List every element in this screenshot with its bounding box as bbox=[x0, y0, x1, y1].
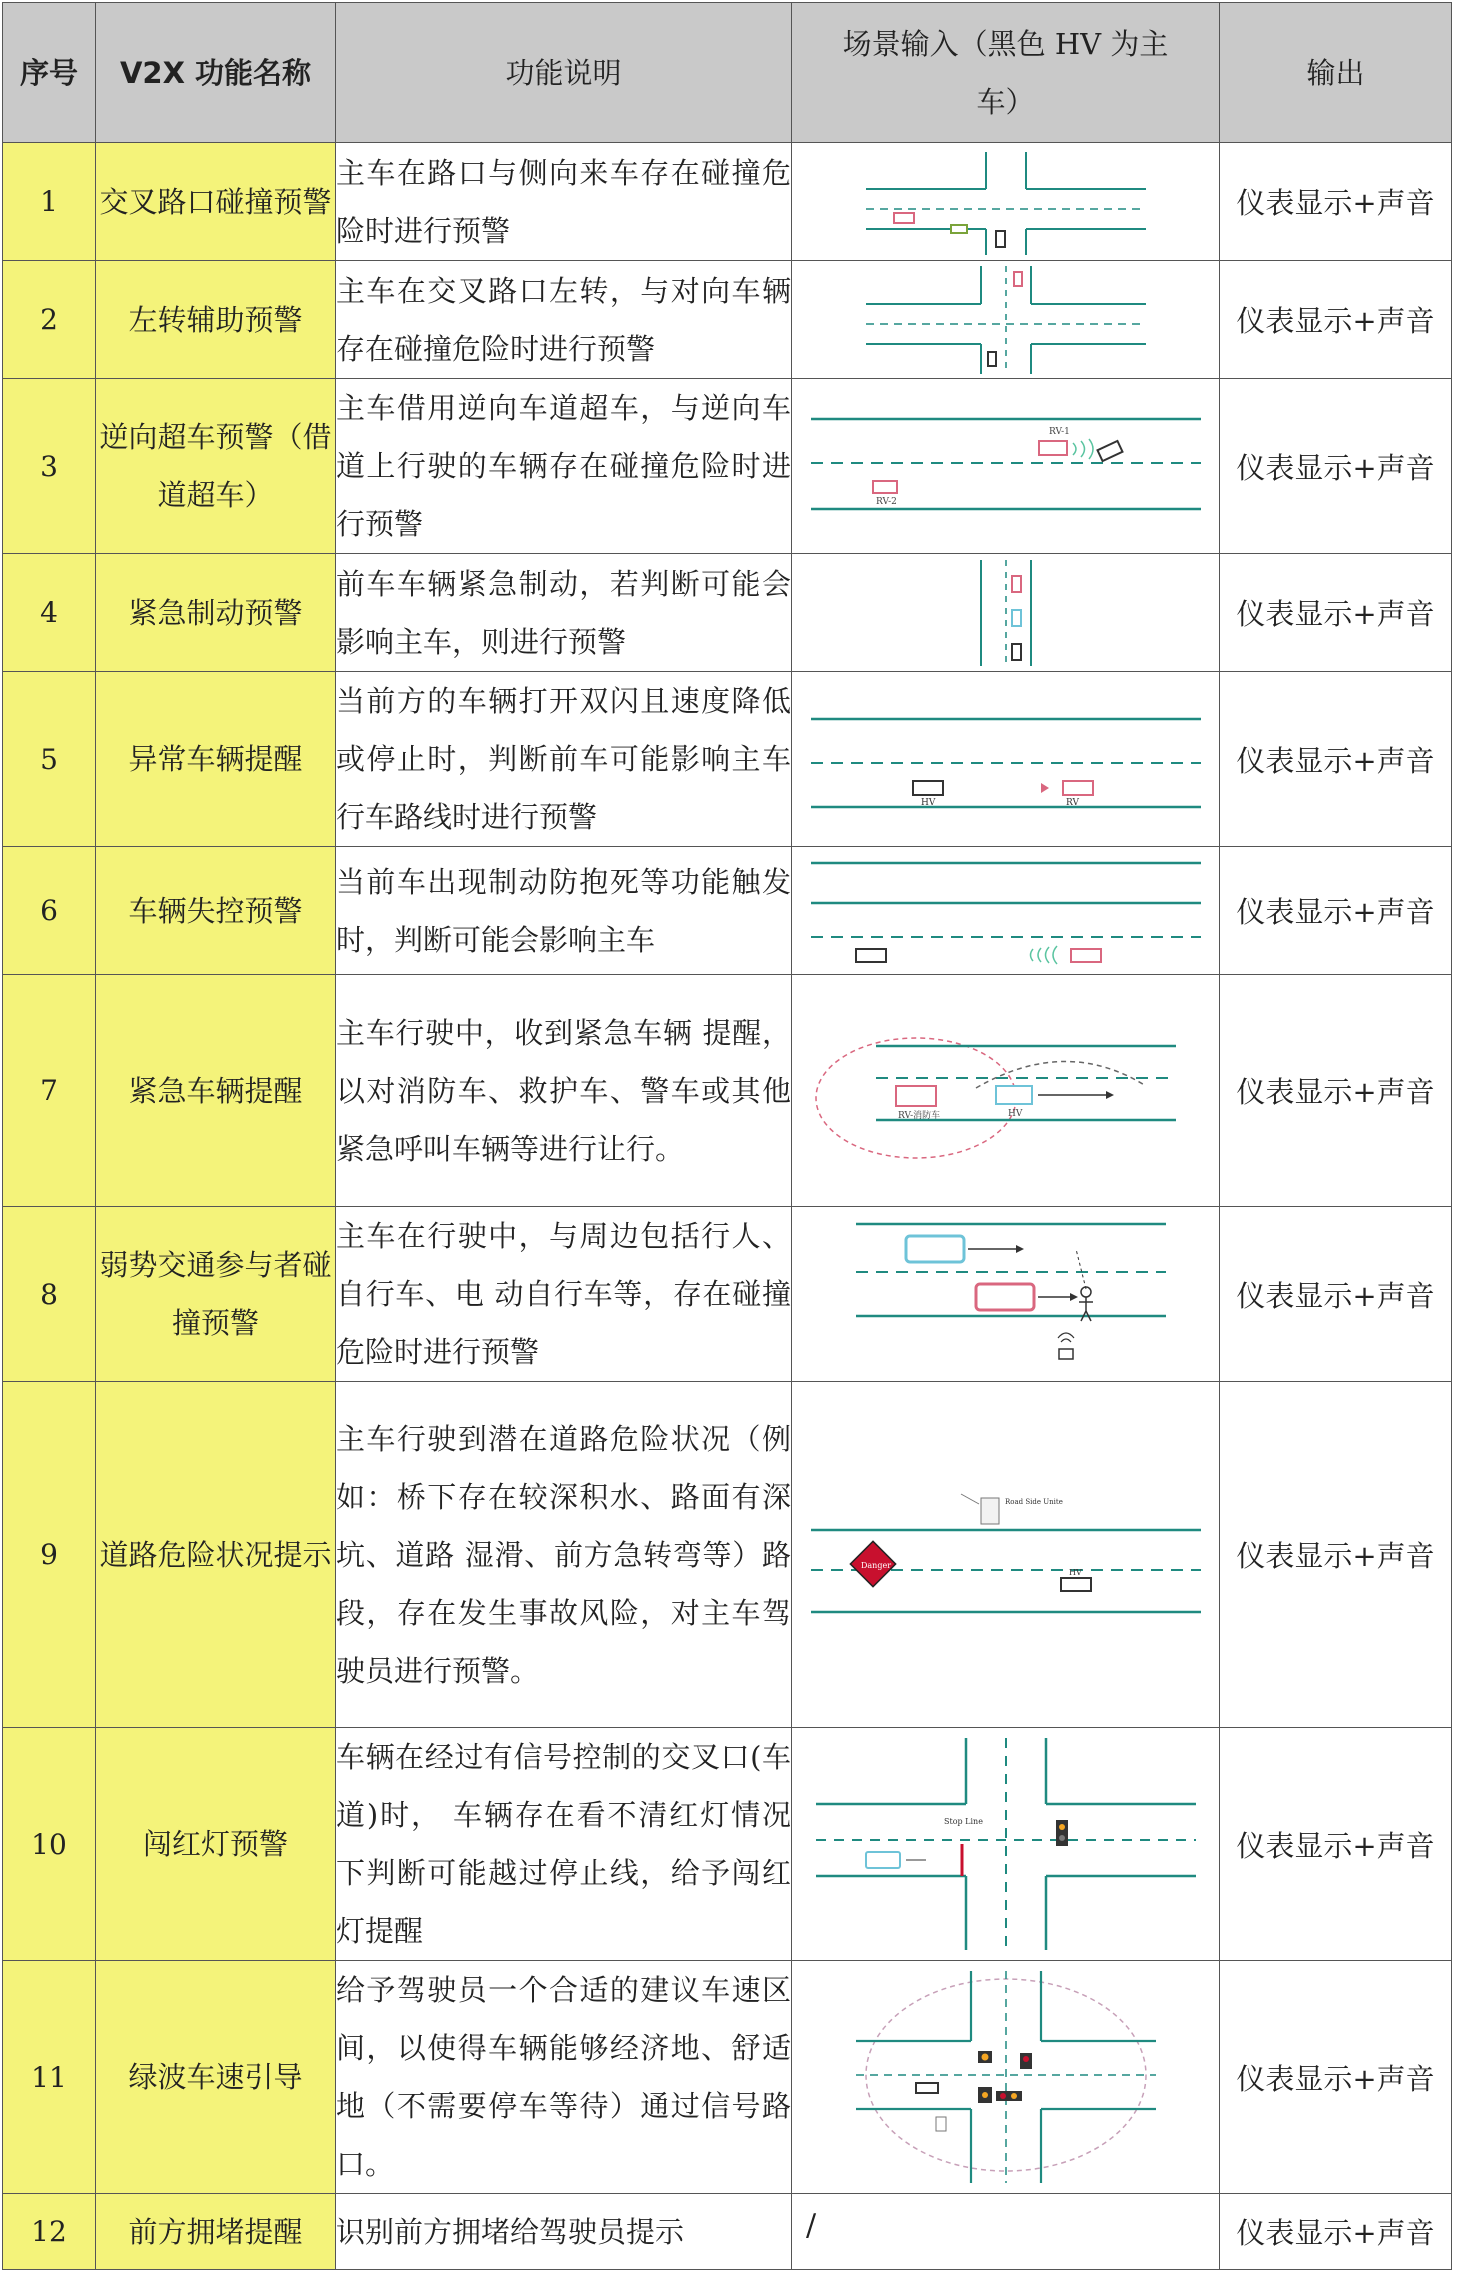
row-desc: 识别前方拥堵给驾驶员提示 bbox=[336, 2194, 792, 2270]
row-name: 异常车辆提醒 bbox=[96, 672, 336, 847]
vehicle-label: HV bbox=[1068, 1567, 1082, 1577]
vehicle-label: HV bbox=[1007, 1108, 1022, 1119]
row-output: 仪表显示+声音 bbox=[1220, 847, 1452, 975]
vehicle-label: RV-1 bbox=[1048, 427, 1070, 437]
row-output: 仪表显示+声音 bbox=[1220, 1728, 1452, 1961]
table-row bbox=[3, 1207, 1452, 1382]
row-no: 10 bbox=[3, 1728, 96, 1961]
scene-cell bbox=[792, 1961, 1220, 2194]
row-output: 仪表显示+声音 bbox=[1220, 143, 1452, 261]
table-row bbox=[3, 1382, 1452, 1728]
row-name: 紧急车辆提醒 bbox=[96, 975, 336, 1207]
traffic-light-icon bbox=[996, 2091, 1022, 2101]
hv-car-icon bbox=[988, 352, 996, 366]
hv-car-icon bbox=[913, 781, 943, 795]
scene-diagram-green-wave bbox=[846, 1967, 1166, 2187]
scene-cell bbox=[792, 847, 1220, 975]
row-desc: 车辆在经过有信号控制的交叉口(车道)时， 车辆存在看不清红灯情况下判断可能越过停止线，给予闯红灯提醒 bbox=[336, 1728, 792, 1961]
car-icon bbox=[873, 481, 897, 493]
roadside-unit-icon bbox=[1059, 1349, 1073, 1359]
scene-cell bbox=[792, 672, 1220, 847]
row-output: 仪表显示+声音 bbox=[1220, 1382, 1452, 1728]
row-no: 12 bbox=[3, 2194, 96, 2270]
vehicle-label: RV-2 bbox=[875, 497, 897, 507]
header-no: 序号 bbox=[3, 3, 96, 143]
scene-diagram-left-turn bbox=[856, 264, 1156, 376]
scene-cell bbox=[792, 261, 1220, 379]
row-no: 7 bbox=[3, 975, 96, 1207]
row-name: 交叉路口碰撞预警 bbox=[96, 143, 336, 261]
row-no: 8 bbox=[3, 1207, 96, 1382]
row-output: 仪表显示+声音 bbox=[1220, 2194, 1452, 2270]
scene-cell bbox=[792, 975, 1220, 1207]
scene-cell: / bbox=[792, 2194, 1220, 2270]
row-name: 逆向超车预警（借道超车） bbox=[96, 379, 336, 554]
hv-car-icon bbox=[916, 2083, 938, 2093]
hv-car-icon bbox=[996, 231, 1005, 247]
row-name: 前方拥堵提醒 bbox=[96, 2194, 336, 2270]
vehicle-label: RV-消防车 bbox=[897, 1110, 940, 1121]
row-output: 仪表显示+声音 bbox=[1220, 1961, 1452, 2194]
scene-diagram-loss-of-control bbox=[801, 851, 1211, 971]
row-output: 仪表显示+声音 bbox=[1220, 261, 1452, 379]
row-desc: 主车在路口与侧向来车存在碰撞危险时进行预警 bbox=[336, 143, 792, 261]
scene-diagram-emergency-vehicle bbox=[806, 1016, 1206, 1166]
header-scene: 场景输入（黑色 HV 为主车） bbox=[792, 3, 1220, 143]
header-name: V2X 功能名称 bbox=[96, 3, 336, 143]
hv-car-icon bbox=[1012, 644, 1021, 660]
car-icon bbox=[951, 225, 967, 233]
table-row bbox=[3, 847, 1452, 975]
header-row bbox=[3, 3, 1452, 143]
hazard-arrow-icon bbox=[1041, 783, 1049, 793]
danger-label: Danger bbox=[860, 1560, 891, 1570]
hv-car-icon bbox=[1061, 1578, 1091, 1591]
table-row bbox=[3, 554, 1452, 672]
scene-diagram-abnormal-vehicle bbox=[801, 699, 1211, 819]
table-row bbox=[3, 1728, 1452, 1961]
table-row bbox=[3, 672, 1452, 847]
scene-cell bbox=[792, 1382, 1220, 1728]
rsu-label: Road Side Unite bbox=[1004, 1497, 1063, 1506]
row-output: 仪表显示+声音 bbox=[1220, 672, 1452, 847]
table-row bbox=[3, 1961, 1452, 2194]
row-no: 5 bbox=[3, 672, 96, 847]
row-name: 车辆失控预警 bbox=[96, 847, 336, 975]
row-output: 仪表显示+声音 bbox=[1220, 1207, 1452, 1382]
scene-diagram-red-light bbox=[806, 1734, 1206, 1954]
row-desc: 当前方的车辆打开双闪且速度降低或停止时，判断前车可能影响主车行车路线时进行预警 bbox=[336, 672, 792, 847]
row-name: 左转辅助预警 bbox=[96, 261, 336, 379]
row-desc: 主车行驶中，收到紧急车辆 提醒，以对消防车、救护车、警车或其他紧急呼叫车辆等进行让行。 bbox=[336, 975, 792, 1207]
car-icon bbox=[906, 1236, 964, 1262]
scene-cell bbox=[792, 1207, 1220, 1382]
stop-line-label: Stop Line bbox=[943, 1817, 983, 1826]
row-output: 仪表显示+声音 bbox=[1220, 379, 1452, 554]
car-icon bbox=[894, 213, 914, 223]
row-no: 4 bbox=[3, 554, 96, 672]
table-row bbox=[3, 143, 1452, 261]
row-name: 紧急制动预警 bbox=[96, 554, 336, 672]
header-output: 输出 bbox=[1220, 3, 1452, 143]
car-icon bbox=[1039, 441, 1067, 455]
hv-car-icon bbox=[996, 1086, 1032, 1104]
row-desc: 主车在行驶中，与周边包括行人、自行车、电 动自行车等，存在碰撞危险时进行预警 bbox=[336, 1207, 792, 1382]
car-icon bbox=[1071, 949, 1101, 962]
row-desc: 主车行驶到潜在道路危险状况（例如：桥下存在较深积水、路面有深坑、道路 湿滑、前方急转弯等）路段，存在发生事故风险，对主车驾驶员进行预警。 bbox=[336, 1382, 792, 1728]
row-name: 道路危险状况提示 bbox=[96, 1382, 336, 1728]
hv-car-icon bbox=[976, 1284, 1034, 1310]
vehicle-label: RV bbox=[1065, 798, 1079, 808]
hv-car-icon bbox=[1097, 441, 1122, 461]
header-desc: 功能说明 bbox=[336, 3, 792, 143]
scene-diagram-overtake bbox=[801, 401, 1211, 531]
scene-diagram-intersection bbox=[856, 147, 1156, 257]
scene-cell bbox=[792, 554, 1220, 672]
hv-car-icon bbox=[856, 949, 886, 962]
table-row bbox=[3, 975, 1452, 1207]
row-desc: 当前车出现制动防抱死等功能触发时，判断可能会影响主车 bbox=[336, 847, 792, 975]
scene-diagram-vulnerable-road-user bbox=[836, 1214, 1176, 1374]
signal-wave-icon bbox=[1073, 439, 1093, 459]
row-no: 9 bbox=[3, 1382, 96, 1728]
row-output: 仪表显示+声音 bbox=[1220, 554, 1452, 672]
scene-cell bbox=[792, 143, 1220, 261]
row-output: 仪表显示+声音 bbox=[1220, 975, 1452, 1207]
row-no: 1 bbox=[3, 143, 96, 261]
fire-truck-icon bbox=[896, 1086, 936, 1106]
row-desc: 给予驾驶员一个合适的建议车速区间，以使得车辆能够经济地、舒适地（不需要停车等待）通过信号路口。 bbox=[336, 1961, 792, 2194]
roadside-unit-icon bbox=[981, 1498, 999, 1524]
table-row bbox=[3, 261, 1452, 379]
row-name: 弱势交通参与者碰撞预警 bbox=[96, 1207, 336, 1382]
v2x-function-table bbox=[2, 2, 1452, 2270]
hv-car-icon bbox=[866, 1852, 900, 1868]
scene-diagram-road-hazard bbox=[801, 1490, 1211, 1620]
table-row bbox=[3, 379, 1452, 554]
car-icon bbox=[1014, 272, 1022, 286]
car-icon bbox=[1012, 576, 1021, 592]
row-name: 闯红灯预警 bbox=[96, 1728, 336, 1961]
row-no: 6 bbox=[3, 847, 96, 975]
traffic-light-icon bbox=[1056, 1820, 1068, 1846]
row-desc: 主车在交叉路口左转，与对向车辆存在碰撞危险时进行预警 bbox=[336, 261, 792, 379]
table-row bbox=[3, 2194, 1452, 2270]
row-desc: 前车车辆紧急制动，若判断可能会影响主车，则进行预警 bbox=[336, 554, 792, 672]
row-no: 11 bbox=[3, 1961, 96, 2194]
row-name: 绿波车速引导 bbox=[96, 1961, 336, 2194]
row-desc: 主车借用逆向车道超车，与逆向车道上行驶的车辆存在碰撞危险时进行预警 bbox=[336, 379, 792, 554]
vehicle-label: HV bbox=[920, 798, 935, 808]
roadside-unit-icon bbox=[936, 2117, 946, 2131]
car-icon bbox=[1012, 610, 1021, 626]
scene-cell bbox=[792, 1728, 1220, 1961]
row-no: 2 bbox=[3, 261, 96, 379]
car-icon bbox=[1063, 781, 1093, 795]
signal-wave-icon bbox=[1030, 946, 1057, 964]
scene-cell bbox=[792, 379, 1220, 554]
row-no: 3 bbox=[3, 379, 96, 554]
scene-diagram-emergency-brake bbox=[946, 558, 1066, 668]
